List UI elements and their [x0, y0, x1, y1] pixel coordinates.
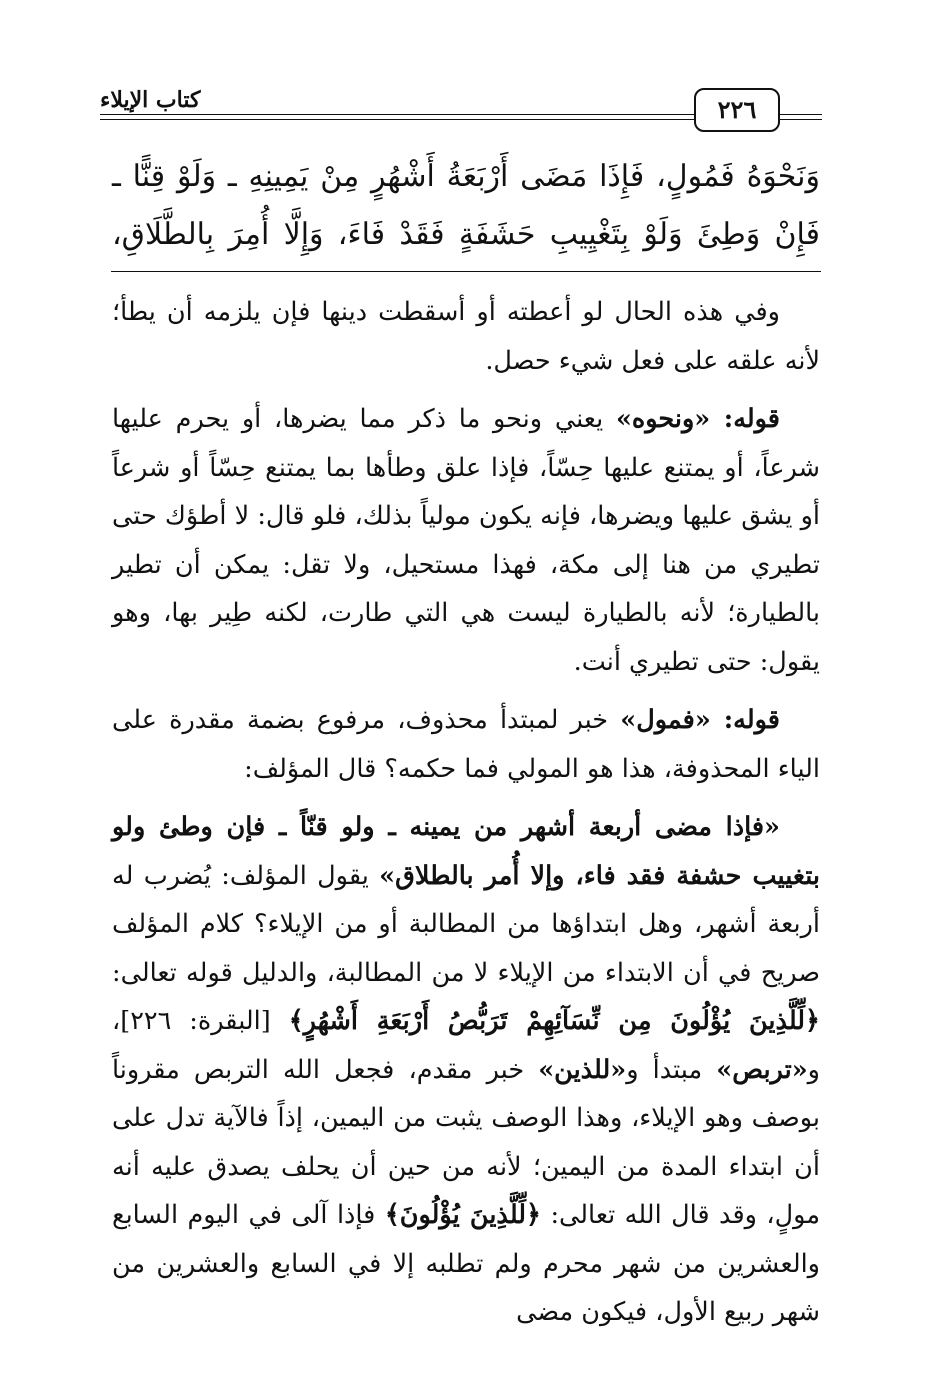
paragraph — [112, 803, 820, 1337]
paragraph-text: خبر مقدم، فجعل الله التربص مقروناً بوصف وهو الإيلاء، وهذا الوصف يثبت من اليمين، إذاً فالآية تدل على أن ابتداء المدة من اليمين؛ لأنه من حين أن يحلف يصدق عليه أنه مولٍ، وقد قال الله تعالى: — [112, 1054, 820, 1230]
page-header — [100, 88, 822, 130]
paragraph-text: فإذا آلى في اليوم السابع والعشرين من شهر محرم ولم تطلبه إلا في السابع والعشرين من شهر ربيع الأول، فيكون مضى — [112, 1200, 820, 1327]
bold-term: «للذين» — [538, 1054, 627, 1085]
paragraph — [112, 395, 820, 686]
paragraph-text: خبر لمبتدأ محذوف، مرفوع بضمة مقدرة على الياء المحذوفة، هذا هو المولي فما حكمه؟ قال المؤلف: — [112, 705, 820, 784]
paragraph-text: يعني ونحو ما ذكر مما يضرها، أو يحرم عليها شرعاً، أو يمتنع عليها حِسّاً، فإذا علق وطأها بما يمتنع حِسّاً أو شرعاً أو يشق عليها ويضرها، فإنه يكون مولياً بذلك، فلو قال: لا أطؤك حتى تطيري من هنا إلى مكة، فهذا مستحيل، ولا تقل: يمكن أن تطير بالطيارة؛ لأنه بالطيارة ليست هي التي طارت، لكنه طِير بها، وهو يقول: حتى تطيري أنت. — [112, 404, 820, 677]
book-title: كتاب الإيلاء — [100, 88, 206, 112]
paragraph: وفي هذه الحال لو أعطته أو أسقطت دينها فإن يلزمه أن يطأ؛ لأنه علقه على فعل شيء حصل. — [112, 297, 820, 376]
matn-text — [112, 148, 820, 264]
bold-term: «تربص» — [716, 1054, 808, 1085]
matn-line: وَنَحْوَهُ فَمُولٍ، فَإِذَا مَضَى أَرْبَعَةُ أَشْهُرٍ مِنْ يَمِينِهِ ـ وَلَوْ قِنًّا ـ — [112, 159, 820, 194]
footnote-divider — [111, 271, 821, 272]
lead-term: قوله: «ونحوه» — [615, 404, 780, 434]
matn-line: فَإِنْ وَطِئَ وَلَوْ بِتَغْيِيبِ حَشَفَةٍ فَقَدْ فَاءَ، وَإِلَّا أُمِرَ بِالطَّلَاقِ، — [112, 217, 820, 252]
quran-verse: ﴿لِّلَّذِينَ يُؤْلُونَ﴾ — [384, 1200, 541, 1230]
paragraph-text: يقول المؤلف: يُضرب له أربعة أشهر، وهل ابتداؤها من المطالبة أو من الإيلاء؟ كلام المؤلف صريح في أن الابتداء من الإيلاء لا من المطالبة، والدليل قوله تعالى: — [112, 860, 820, 988]
paragraph-text: [البقرة: ٢٢٦]، و — [112, 1006, 820, 1085]
lead-term: قوله: «فمول» — [620, 705, 780, 735]
paragraph — [112, 696, 820, 793]
quran-verse: ﴿لِّلَّذِينَ يُؤْلُونَ مِن نِّسَآئِهِمْ تَرَبُّصُ أَرْبَعَةِ أَشْهُرٍ﴾ — [288, 1006, 820, 1036]
commentary-body — [112, 288, 820, 1337]
quoted-matn: «فإذا مضى أربعة أشهر من يمينه ـ ولو قنّاً ـ فإن وطئ ولو بتغييب حشفة فقد فاء، وإلا أُمر بالطلاق» — [112, 812, 821, 891]
paragraph-text: مبتدأ و — [626, 1054, 717, 1085]
page-number: ٢٢٦ — [694, 88, 780, 132]
